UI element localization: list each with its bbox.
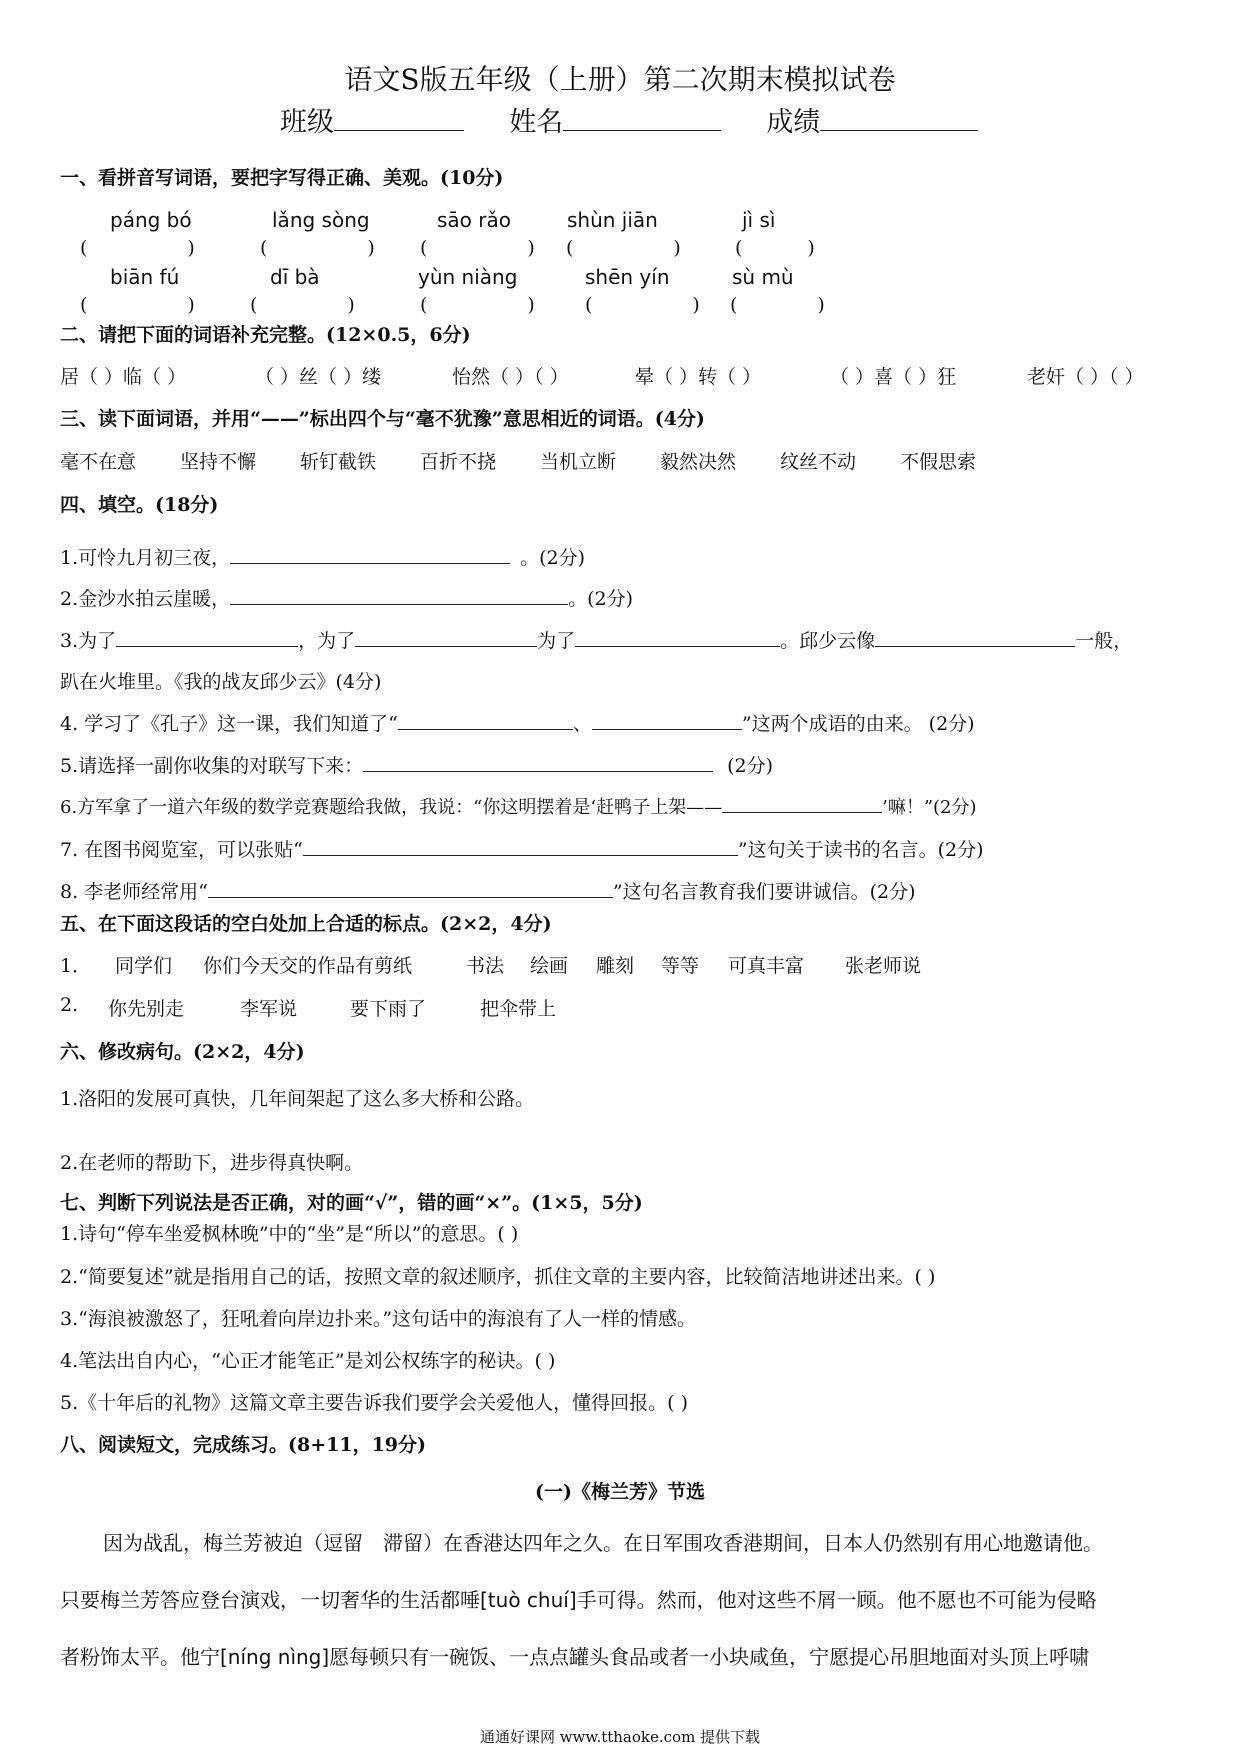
section-1-heading: 一、看拼音写词语，要把字写得正确、美观。(10分) <box>60 167 504 189</box>
section-3-heading: 三、读下面词语，并用“——”标出四个与“毫不犹豫”意思相近的词语。(4分) <box>60 408 705 430</box>
punct-2-num: 2. <box>60 994 79 1016</box>
answer-box-2-5[interactable]: ( ) <box>730 294 825 316</box>
answer-box-1-2[interactable]: ( ) <box>260 237 375 259</box>
word-option[interactable]: 不假思索 <box>900 451 977 473</box>
punct-1-seg: 等等 <box>661 955 700 977</box>
fill-q6: 6.方军拿了一道六年级的数学竞赛题给我做，我说：“你这明摆着是‘赶鸭子上架—— ’嘛！”(2分) <box>60 793 977 819</box>
fill-q3-cont: 趴在火堆里。《我的战友邱少云》(4分) <box>60 671 382 693</box>
word-option[interactable]: 斩钉截铁 <box>300 451 377 473</box>
judge-3[interactable]: 3.“海浪被激怒了，狂吼着向岸边扑来。”这句话中的海浪有了人一样的情感。 <box>60 1308 697 1330</box>
punct-1-seg: 雕刻 <box>596 955 635 977</box>
idiom-item[interactable]: 怡然（ ）（ ） <box>452 366 569 388</box>
fill-q1: 1.可怜九月初三夜， 。(2分) <box>60 547 586 569</box>
pinyin-2-2: dī bà <box>270 265 320 289</box>
punct-2-seg: 李军说 <box>240 998 298 1020</box>
fill-blank[interactable] <box>303 837 738 856</box>
footer-credit: 通通好课网 www.tthaoke.com 提供下载 <box>479 1728 761 1746</box>
section-5-heading: 五、在下面这段话的空白处加上合适的标点。(2×2，4分) <box>60 913 552 935</box>
answer-box-2-1[interactable]: ( ) <box>80 294 195 316</box>
pinyin-1-2: lǎng sòng <box>272 208 370 232</box>
word-option[interactable]: 当机立断 <box>540 451 617 473</box>
fill-blank[interactable] <box>575 628 780 647</box>
pinyin-1-3: sāo rǎo <box>437 208 511 232</box>
judge-5[interactable]: 5.《十年后的礼物》这篇文章主要告诉我们要学会关爱他人，懂得回报。( ) <box>60 1392 688 1414</box>
fill-q2: 2.金沙水拍云崖暖， 。(2分) <box>60 588 634 610</box>
student-info-line <box>280 100 978 139</box>
name-blank[interactable] <box>563 112 721 131</box>
class-blank[interactable] <box>334 112 464 131</box>
answer-box-1-1[interactable]: ( ) <box>80 237 195 259</box>
reading-paragraph: 只要梅兰芳答应登台演戏，一切奢华的生活都唾[tuò chuí]手可得。然而，他对这些不屑一顾。他不愿也不可能为侵略 <box>60 1588 1097 1612</box>
idiom-item[interactable]: 老奸（ ）（ ） <box>1027 366 1144 388</box>
pinyin-2-1: biān fú <box>110 265 180 289</box>
fill-q3: 3.为了 ，为了 为了 。邱少云像 一般， <box>60 630 1133 652</box>
fill-blank[interactable] <box>592 711 742 730</box>
fill-blank[interactable] <box>230 586 568 605</box>
idiom-item[interactable]: 居（ ）临（ ） <box>60 366 187 388</box>
word-option[interactable]: 毫不在意 <box>60 451 137 473</box>
answer-box-2-2[interactable]: ( ) <box>250 294 355 316</box>
pinyin-1-5: jì sì <box>742 208 776 232</box>
word-option[interactable]: 纹丝不动 <box>780 451 857 473</box>
fill-blank[interactable] <box>355 628 537 647</box>
fill-blank[interactable] <box>208 879 613 898</box>
sentence-fix-2: 2.在老师的帮助下，进步得真快啊。 <box>60 1152 364 1174</box>
section-6-heading: 六、修改病句。(2×2，4分) <box>60 1041 305 1063</box>
fill-blank[interactable] <box>363 753 713 772</box>
fill-blank[interactable] <box>116 628 298 647</box>
punct-2-seg: 要下雨了 <box>350 998 427 1020</box>
fill-q4: 4. 学习了《孔子》这一课，我们知道了“ 、 ”这两个成语的由来。 (2分) <box>60 713 975 735</box>
reading-paragraph: 因为战乱，梅兰芳被迫（逗留 滞留）在香港达四年之久。在日军围攻香港期间，日本人仍然别有用心地邀请他。 <box>103 1531 1103 1555</box>
answer-box-1-4[interactable]: ( ) <box>566 237 681 259</box>
idiom-item[interactable]: 晕（ ）转（ ） <box>635 366 762 388</box>
punct-1-seg: 张老师说 <box>845 955 922 977</box>
answer-box-2-4[interactable]: ( ) <box>585 294 700 316</box>
fill-blank[interactable] <box>230 545 510 564</box>
fill-q8: 8. 李老师经常用“ ”这句名言教育我们要讲诚信。(2分) <box>60 881 916 903</box>
section-4-heading: 四、填空。(18分) <box>60 494 219 516</box>
pinyin-1-1: páng bó <box>110 208 192 232</box>
answer-box-1-5[interactable]: ( ) <box>735 237 815 259</box>
judge-2[interactable]: 2.“简要复述”就是指用自己的话，按照文章的叙述顺序，抓住文章的主要内容，比较简洁地讲述出来。( ) <box>60 1266 936 1288</box>
punct-1-seg: 你们今天交的作品有剪纸 <box>203 955 413 977</box>
class-label: 班级 <box>280 107 334 138</box>
section-2-heading: 二、请把下面的词语补充完整。(12×0.5，6分) <box>60 324 471 346</box>
reading-paragraph: 者粉饰太平。他宁[níng nìng]愿每顿只有一碗饭、一点点罐头食品或者一小块咸鱼，宁愿提心吊胆地面对头顶上呼啸 <box>60 1645 1090 1669</box>
fill-blank[interactable] <box>875 628 1075 647</box>
punct-1-seg: 同学们 <box>115 955 173 977</box>
judge-4[interactable]: 4.笔法出自内心，“心正才能笔正”是刘公权练字的秘诀。( ) <box>60 1350 556 1372</box>
punct-2-seg: 你先别走 <box>108 998 185 1020</box>
sentence-fix-1: 1.洛阳的发展可真快，几年间架起了这么多大桥和公路。 <box>60 1088 535 1110</box>
fill-q7: 7. 在图书阅览室，可以张贴“ ”这句关于读书的名言。(2分) <box>60 839 984 861</box>
punct-1-seg: 书法 <box>466 955 505 977</box>
idiom-item[interactable]: （ ）丝（ ）缕 <box>255 366 382 388</box>
punct-1-num: 1． <box>60 955 92 977</box>
name-label: 姓名 <box>509 107 564 138</box>
fill-blank[interactable] <box>398 711 573 730</box>
score-label: 成绩 <box>766 107 821 138</box>
idiom-item[interactable]: （ ）喜（ ）狂 <box>830 366 957 388</box>
pinyin-2-4: shēn yín <box>585 265 670 289</box>
page-title: 语文S版五年级（上册）第二次期末模拟试卷 <box>344 63 896 96</box>
punct-1-seg: 绘画 <box>530 955 569 977</box>
answer-box-1-3[interactable]: ( ) <box>420 237 535 259</box>
word-option[interactable]: 坚持不懈 <box>180 451 257 473</box>
judge-1[interactable]: 1.诗句“停车坐爱枫林晚”中的“坐”是“所以”的意思。( ) <box>60 1223 519 1245</box>
score-blank[interactable] <box>820 112 978 131</box>
punct-1-seg: 可真丰富 <box>728 955 805 977</box>
section-7-heading: 七、判断下列说法是否正确，对的画“√”，错的画“×”。(1×5，5分) <box>60 1192 643 1214</box>
answer-box-2-3[interactable]: ( ) <box>420 294 535 316</box>
section-8-heading: 八、阅读短文，完成练习。(8+11，19分) <box>60 1434 427 1456</box>
punct-2-seg: 把伞带上 <box>480 998 557 1020</box>
fill-q5: 5.请选择一副你收集的对联写下来： (2分) <box>60 755 774 777</box>
pinyin-2-3: yùn niàng <box>418 265 518 289</box>
reading-title: (一)《梅兰芳》节选 <box>535 1481 705 1503</box>
pinyin-2-5: sù mù <box>732 265 794 289</box>
fill-blank[interactable] <box>722 794 882 813</box>
pinyin-1-4: shùn jiān <box>567 208 658 232</box>
word-option[interactable]: 毅然决然 <box>660 451 737 473</box>
word-option[interactable]: 百折不挠 <box>420 451 497 473</box>
